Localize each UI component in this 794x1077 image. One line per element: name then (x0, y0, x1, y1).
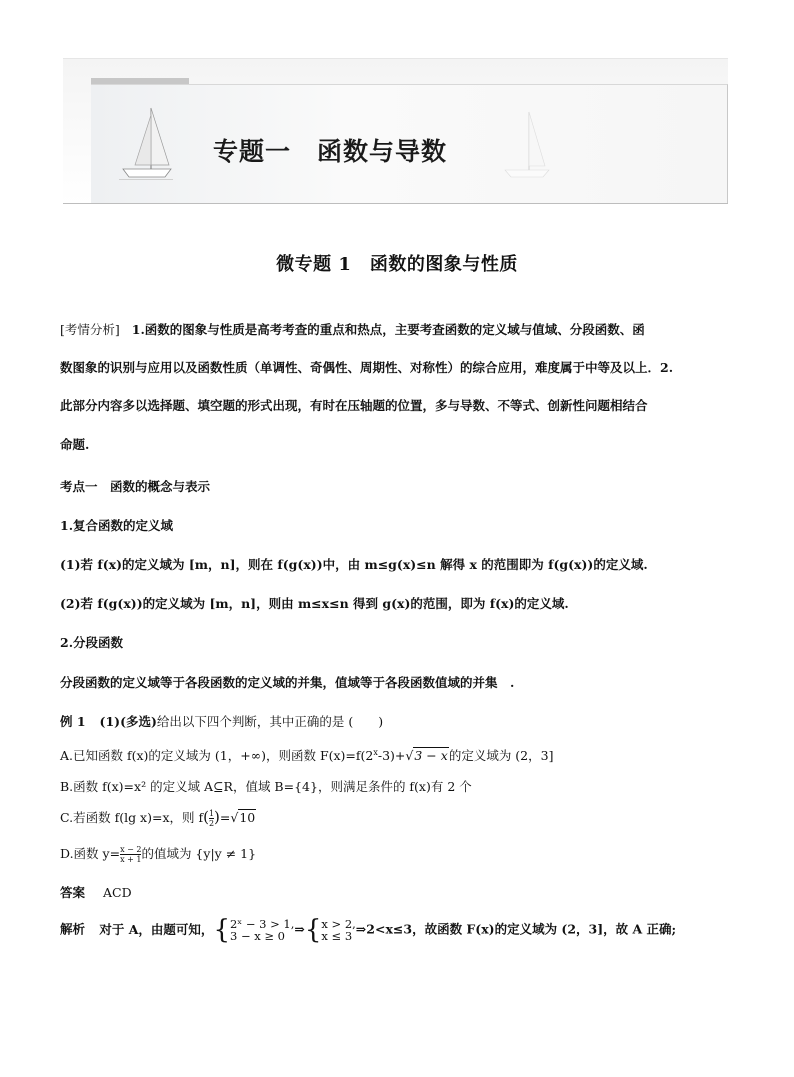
solution-intro: 对于 A，由题可知， (99, 921, 214, 937)
option-a-exponent: x (373, 747, 378, 757)
option-d (60, 844, 256, 864)
answer-line (60, 883, 132, 901)
option-a-radicand: 3 − x (414, 748, 448, 763)
option-c-equals: = (219, 810, 231, 825)
solution-system-1 (230, 918, 294, 942)
example-label: 例 1 (60, 714, 86, 729)
system-2-row-2: x ≤ 3 (321, 929, 353, 943)
analysis-line-4: 命题. (60, 437, 90, 452)
system-1-row-2: 3 − x ≥ 0 (229, 929, 285, 943)
answer-label: 答案 (60, 885, 86, 900)
analysis-line-2: 数图象的识别与应用以及函数性质（单调性、奇偶性、周期性、对称性）的综合应用，难度属于中等及以上．2. (60, 360, 674, 375)
option-c-text: C.若函数 f(lg x)=x，则 f (60, 810, 204, 825)
chapter-title: 专题一 函数与导数 (213, 137, 448, 166)
key-point-heading: 考点一 函数的概念与表示 (60, 479, 211, 494)
option-a-text: A.已知函数 f(x)的定义域为 (1，+∞)，则函数 F(x)=f(2 (60, 748, 374, 763)
rule-3: 分段函数的定义域等于各段函数的定义域的并集，值域等于各段函数值域的并集 . (60, 675, 515, 690)
option-a-text-mid: -3)+ (377, 748, 406, 763)
option-d-text-end: 的值域为 {y|y ≠ 1} (141, 846, 257, 861)
option-d-fraction (120, 845, 141, 864)
option-c-numerator: 1 (208, 809, 215, 818)
analysis-tag: [考情分析] (60, 322, 120, 337)
faded-sailboat-illustration (493, 106, 553, 186)
option-d-numerator: x − 2 (120, 845, 142, 854)
chapter-banner (63, 58, 728, 204)
solution-label: 解析 (60, 921, 86, 937)
option-d-denominator: x + 1 (120, 855, 142, 864)
analysis-text-1: 1.函数的图象与性质是高考考查的重点和热点，主要考查函数的定义域与值域、分段函数、函 (131, 322, 645, 337)
rule-1: (1)若 f(x)的定义域为 [m，n]，则在 f(g(x))中，由 m≤g(x)≤n 解得 x 的范围即为 f(g(x))的定义域. (60, 557, 648, 572)
option-b: B.函数 f(x)=x² 的定义域 A⊆R，值域 B={4}，则满足条件的 f(x)有 2 个 (60, 779, 472, 794)
example-question: 给出以下四个判断，其中正确的是 ( ) (156, 714, 384, 729)
solution-conclusion: ⇒2<x≤3，故函数 F(x)的定义域为 (2，3]，故 A 正确; (355, 921, 677, 937)
solution-line: 解析 对于 A，由题可知，{ 2ˣ − 3 > 1, 3 − x ≥ 0 ⇒{ x > 2, x ≤ 3 ⇒2<x≤3，故函数 F(x)的定义域为 (2，3]，故 A 正确; (60, 915, 677, 945)
analysis-line-1 (60, 320, 645, 338)
solution-system-2 (321, 918, 355, 942)
banner-top-rule (63, 58, 728, 59)
subheading-composite-domain: 1.复合函数的定义域 (60, 518, 174, 533)
answer-value: ACD (103, 885, 132, 900)
subheading-piecewise: 2.分段函数 (60, 635, 124, 650)
rule-2: (2)若 f(g(x))的定义域为 [m，n]，则由 m≤x≤n 得到 g(x)的范围，即为 f(x)的定义域. (60, 596, 569, 611)
system-2-row-1: x > 2, (321, 917, 356, 931)
option-a-text-end: 的定义域为 (2，3] (448, 748, 554, 763)
example-tag: (1)(多选) (99, 714, 157, 729)
analysis-line-3: 此部分内容多以选择题、填空题的形式出现，有时在压轴题的位置，多与导数、不等式、创新性问题相结合 (60, 398, 648, 413)
option-c: C.若函数 f(lg x)=x，则 f( $\frac{1}{2}$ )=√10 (60, 808, 256, 828)
implies-arrow: ⇒ (294, 921, 305, 937)
sailboat-illustration (113, 103, 173, 185)
system-1-row-1: 2ˣ − 3 > 1, (229, 917, 295, 931)
option-a: A.已知函数 f(x)的定义域为 (1，+∞)，则函数 $F(x)=f(2^x-3)+√3 - x$的定义域为 (2，3] (60, 747, 554, 763)
option-c-radicand: 10 (239, 810, 256, 825)
banner-bottom-rule (63, 203, 728, 204)
option-c-denominator: 2 (208, 819, 215, 828)
section-title: 微专题 1 函数的图象与性质 (276, 254, 518, 275)
example-stem (60, 712, 383, 730)
option-d-text: D.函数 y= (60, 846, 121, 861)
